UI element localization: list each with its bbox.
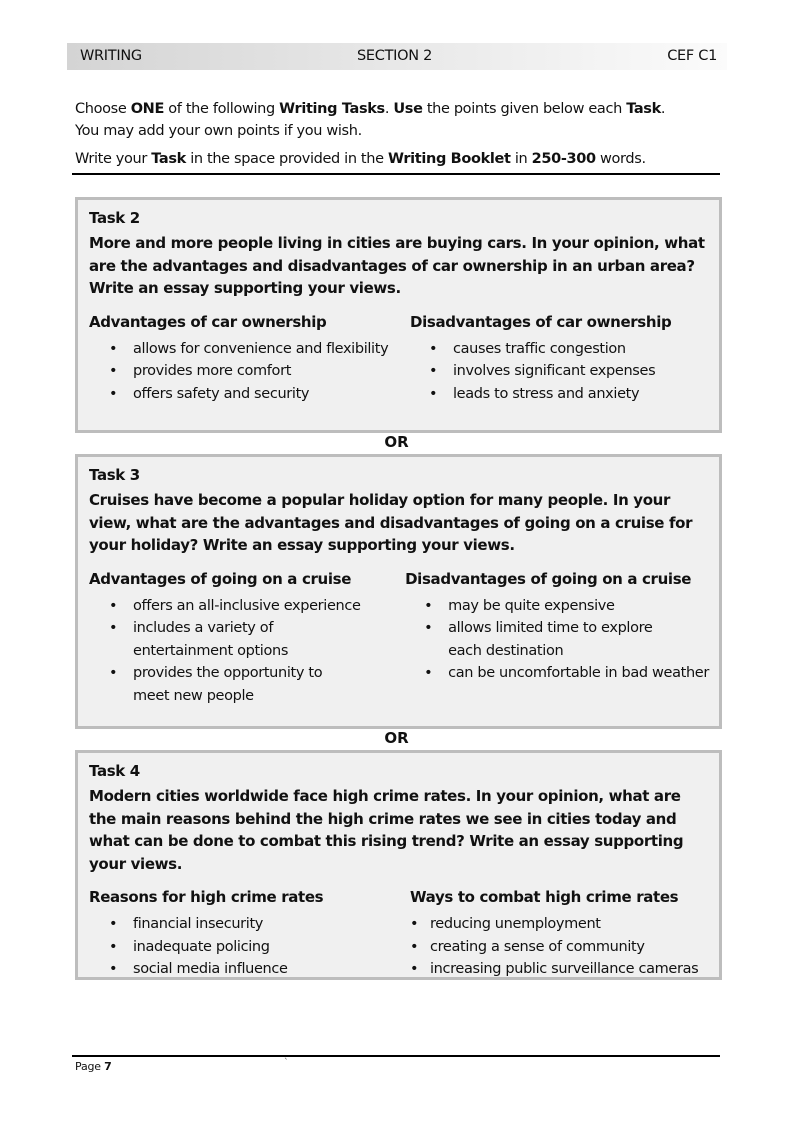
point-text: offers an all-inclusive experience xyxy=(133,597,361,614)
divider-bottom xyxy=(72,1055,720,1057)
list-item xyxy=(405,662,709,685)
bullet-icon: • xyxy=(424,597,433,614)
column-heading: Disadvantages of going on a cruise xyxy=(405,569,692,588)
bullet-icon: • xyxy=(410,961,419,977)
list-item xyxy=(89,383,410,406)
list-item xyxy=(410,913,709,936)
page-footer xyxy=(75,1060,112,1073)
list-item xyxy=(89,958,410,981)
list-item xyxy=(89,913,410,936)
text: Choose xyxy=(75,101,131,117)
points-list xyxy=(89,338,410,406)
column-heading: Advantages of car ownership xyxy=(89,312,327,331)
text: of the following xyxy=(164,101,280,117)
advantages-column xyxy=(89,569,405,708)
list-item xyxy=(410,383,709,406)
task-points xyxy=(89,569,709,708)
solutions-column xyxy=(410,887,709,981)
bullet-icon: • xyxy=(429,340,438,357)
point-text: creating a sense of community xyxy=(430,938,645,955)
list-item xyxy=(410,936,709,959)
disadvantages-column xyxy=(410,312,709,406)
bullet-icon: • xyxy=(109,363,118,379)
text: . xyxy=(384,101,394,117)
disadvantages-column xyxy=(405,569,709,708)
task-title: Task 2 xyxy=(89,209,140,227)
bullet-icon: • xyxy=(109,938,118,955)
list-item xyxy=(405,595,709,618)
point-text: can be uncomfortable in bad weather xyxy=(448,665,709,681)
page-label: Page xyxy=(75,1060,105,1073)
point-text: increasing public surveillance cameras xyxy=(430,961,699,977)
instruction-line-1 xyxy=(75,98,725,120)
bullet-icon: • xyxy=(109,916,118,932)
list-item xyxy=(410,338,709,361)
point-text: provides more comfort xyxy=(133,363,292,379)
instruction-line-2: You may add your own points if you wish. xyxy=(75,123,362,139)
point-text: causes traffic congestion xyxy=(453,340,626,357)
list-item xyxy=(405,617,709,662)
text: Write your xyxy=(75,151,152,167)
emphasis: Writing Tasks xyxy=(279,101,385,117)
column-heading: Ways to combat high crime rates xyxy=(410,888,679,906)
emphasis: Writing Booklet xyxy=(387,151,511,167)
list-item xyxy=(410,958,709,981)
task-prompt: Modern cities worldwide face high crime rates. In your opinion, what are the main reasons behind the high crime rates we see in cities today and what can be done to combat this rising trend? Write an essay supporting your views. xyxy=(89,787,684,873)
bullet-icon: • xyxy=(424,665,433,681)
point-text: may be quite expensive xyxy=(448,597,615,614)
list-item xyxy=(89,338,410,361)
points-list xyxy=(410,913,709,981)
text: the points given below each xyxy=(422,101,627,117)
page-number: 7 xyxy=(104,1060,112,1073)
task-points xyxy=(89,887,709,981)
bullet-icon: • xyxy=(109,961,118,977)
bullet-icon: • xyxy=(109,385,118,402)
bullet-icon: • xyxy=(109,597,118,614)
bullet-icon: • xyxy=(424,620,433,636)
point-text: includes a variety of entertainment options xyxy=(133,620,289,659)
task-prompt: More and more people living in cities are buying cars. In your opinion, what are the advantages and disadvantages of car ownership in an urban area? Write an essay supporting your views. xyxy=(89,234,705,297)
header-section-number: SECTION 2 xyxy=(357,48,433,64)
bullet-icon: • xyxy=(410,938,419,955)
stray-mark: ` xyxy=(284,1058,289,1068)
bullet-icon: • xyxy=(429,385,438,402)
point-text: provides the opportunity to meet new people xyxy=(133,665,323,704)
text: in xyxy=(510,151,532,167)
task-points xyxy=(89,312,709,406)
divider-top xyxy=(72,173,720,175)
page-header xyxy=(67,43,727,70)
point-text: involves significant expenses xyxy=(453,363,656,379)
task-title: Task 4 xyxy=(89,762,140,780)
list-item xyxy=(89,360,410,383)
text: . xyxy=(660,101,666,117)
bullet-icon: • xyxy=(429,363,438,379)
header-section-name: WRITING xyxy=(80,48,142,64)
points-list xyxy=(410,338,709,406)
reasons-column xyxy=(89,887,410,981)
point-text: financial insecurity xyxy=(133,916,264,932)
list-item xyxy=(89,662,405,707)
instruction-line-3 xyxy=(75,148,725,170)
column-heading: Advantages of going on a cruise xyxy=(89,569,352,588)
points-list xyxy=(405,595,709,685)
text: words. xyxy=(595,151,646,167)
task-box-3 xyxy=(75,454,722,729)
point-text: allows for convenience and flexibility xyxy=(133,340,389,357)
task-box-4 xyxy=(75,750,722,980)
list-item xyxy=(89,936,410,959)
emphasis: ONE xyxy=(130,101,165,117)
point-text: allows limited time to explore each destination xyxy=(448,620,653,659)
or-separator: OR xyxy=(384,729,409,747)
column-heading: Reasons for high crime rates xyxy=(89,888,324,906)
points-list xyxy=(89,595,405,708)
bullet-icon: • xyxy=(109,620,118,636)
list-item xyxy=(410,360,709,383)
emphasis: Task xyxy=(151,151,186,167)
list-item xyxy=(89,617,405,662)
points-list xyxy=(89,913,410,981)
bullet-icon: • xyxy=(109,340,118,357)
column-heading: Disadvantages of car ownership xyxy=(410,312,672,331)
bullet-icon: • xyxy=(410,916,419,932)
point-text: inadequate policing xyxy=(133,938,270,955)
text: in the space provided in the xyxy=(185,151,388,167)
point-text: social media influence xyxy=(133,961,288,977)
emphasis: Task xyxy=(626,101,661,117)
or-separator: OR xyxy=(384,433,409,451)
advantages-column xyxy=(89,312,410,406)
point-text: reducing unemployment xyxy=(430,916,601,932)
emphasis: 250-300 xyxy=(531,151,596,167)
point-text: leads to stress and anxiety xyxy=(453,385,640,402)
point-text: offers safety and security xyxy=(133,385,310,402)
emphasis: Use xyxy=(393,101,423,117)
header-level: CEF C1 xyxy=(667,48,717,64)
bullet-icon: • xyxy=(109,665,118,681)
task-box-2 xyxy=(75,197,722,433)
task-prompt: Cruises have become a popular holiday option for many people. In your view, what are the advantages and disadvantages of going on a cruise for your holiday? Write an essay supporting your views. xyxy=(89,491,693,554)
list-item xyxy=(89,595,405,618)
task-title: Task 3 xyxy=(89,466,140,484)
instructions xyxy=(75,98,725,170)
